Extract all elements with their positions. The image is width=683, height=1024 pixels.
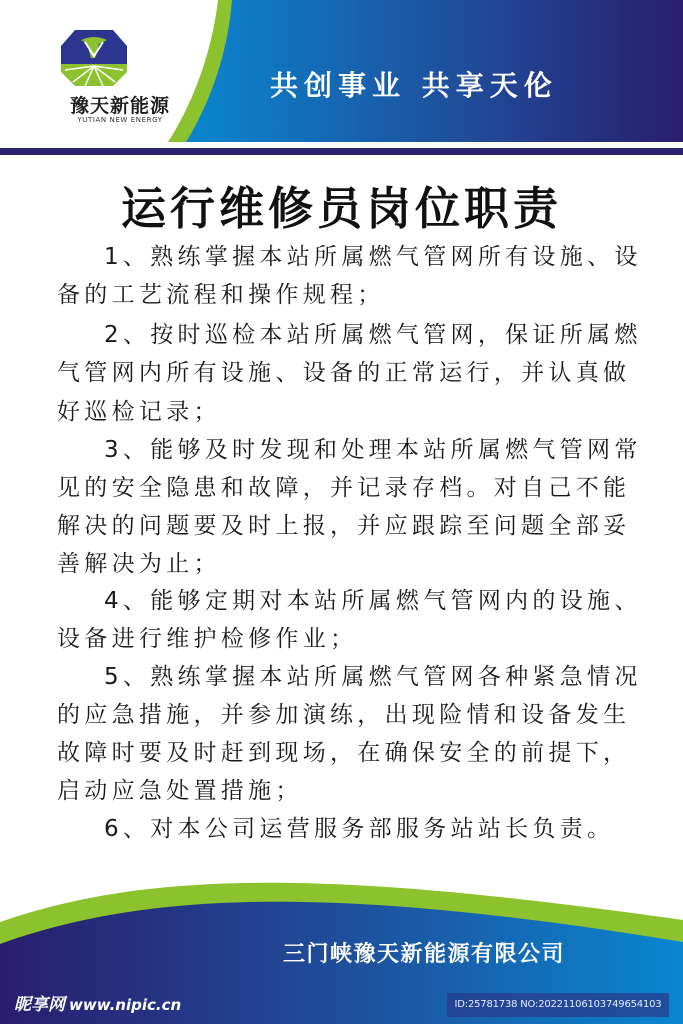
duty-line: 启动应急处置措施；	[57, 778, 303, 804]
logo-name-en: YUTIAN NEW ENERGY	[77, 116, 163, 124]
duty-line: 好巡检记录；	[57, 399, 221, 425]
watermark-url[interactable]: www.nipic.cn	[69, 996, 182, 1014]
duty-line: 2、按时巡检本站所属燃气管网，保证所属燃	[104, 322, 642, 348]
image-id-label: ID:25781738 NO:20221106103749654103	[447, 993, 669, 1017]
header-banner	[0, 0, 683, 142]
slogan: 共创事业 共享天伦	[270, 69, 558, 102]
duty-line: 6、对本公司运营服务部服务站站长负责。	[104, 816, 615, 842]
logo-name-cn: 豫天新能源	[69, 95, 170, 117]
duty-line: 1、熟练掌握本站所属燃气管网所有设施、设	[104, 244, 642, 270]
duty-line: 备的工艺流程和操作规程；	[57, 282, 385, 308]
company-name: 三门峡豫天新能源有限公司	[283, 942, 566, 967]
page-title: 运行维修员岗位职责	[120, 182, 562, 235]
duty-line: 3、能够及时发现和处理本站所属燃气管网常	[104, 437, 642, 463]
duty-line: 的应急措施，并参加演练，出现险情和设备发生	[57, 702, 631, 728]
duty-line: 气管网内所有设施、设备的正常运行，并认真做	[57, 360, 631, 386]
duty-line: 设备进行维护检修作业；	[57, 626, 358, 652]
company-logo	[55, 28, 185, 128]
yutian-hexagon-logo-icon	[55, 28, 133, 88]
duty-line: 见的安全隐患和故障，并记录存档。对自己不能	[57, 475, 631, 501]
header-divider	[0, 148, 683, 155]
site-watermark	[14, 990, 181, 1015]
duty-line: 5、熟练掌握本站所属燃气管网各种紧急情况	[104, 664, 642, 690]
duty-line: 故障时要及时赶到现场，在确保安全的前提下，	[57, 740, 631, 766]
watermark-brand: 昵享网	[14, 995, 65, 1015]
duty-line: 善解决为止；	[57, 551, 221, 577]
duty-line: 4、能够定期对本站所属燃气管网内的设施、	[104, 588, 642, 614]
duty-line: 解决的问题要及时上报，并应跟踪至问题全部妥	[57, 513, 631, 539]
